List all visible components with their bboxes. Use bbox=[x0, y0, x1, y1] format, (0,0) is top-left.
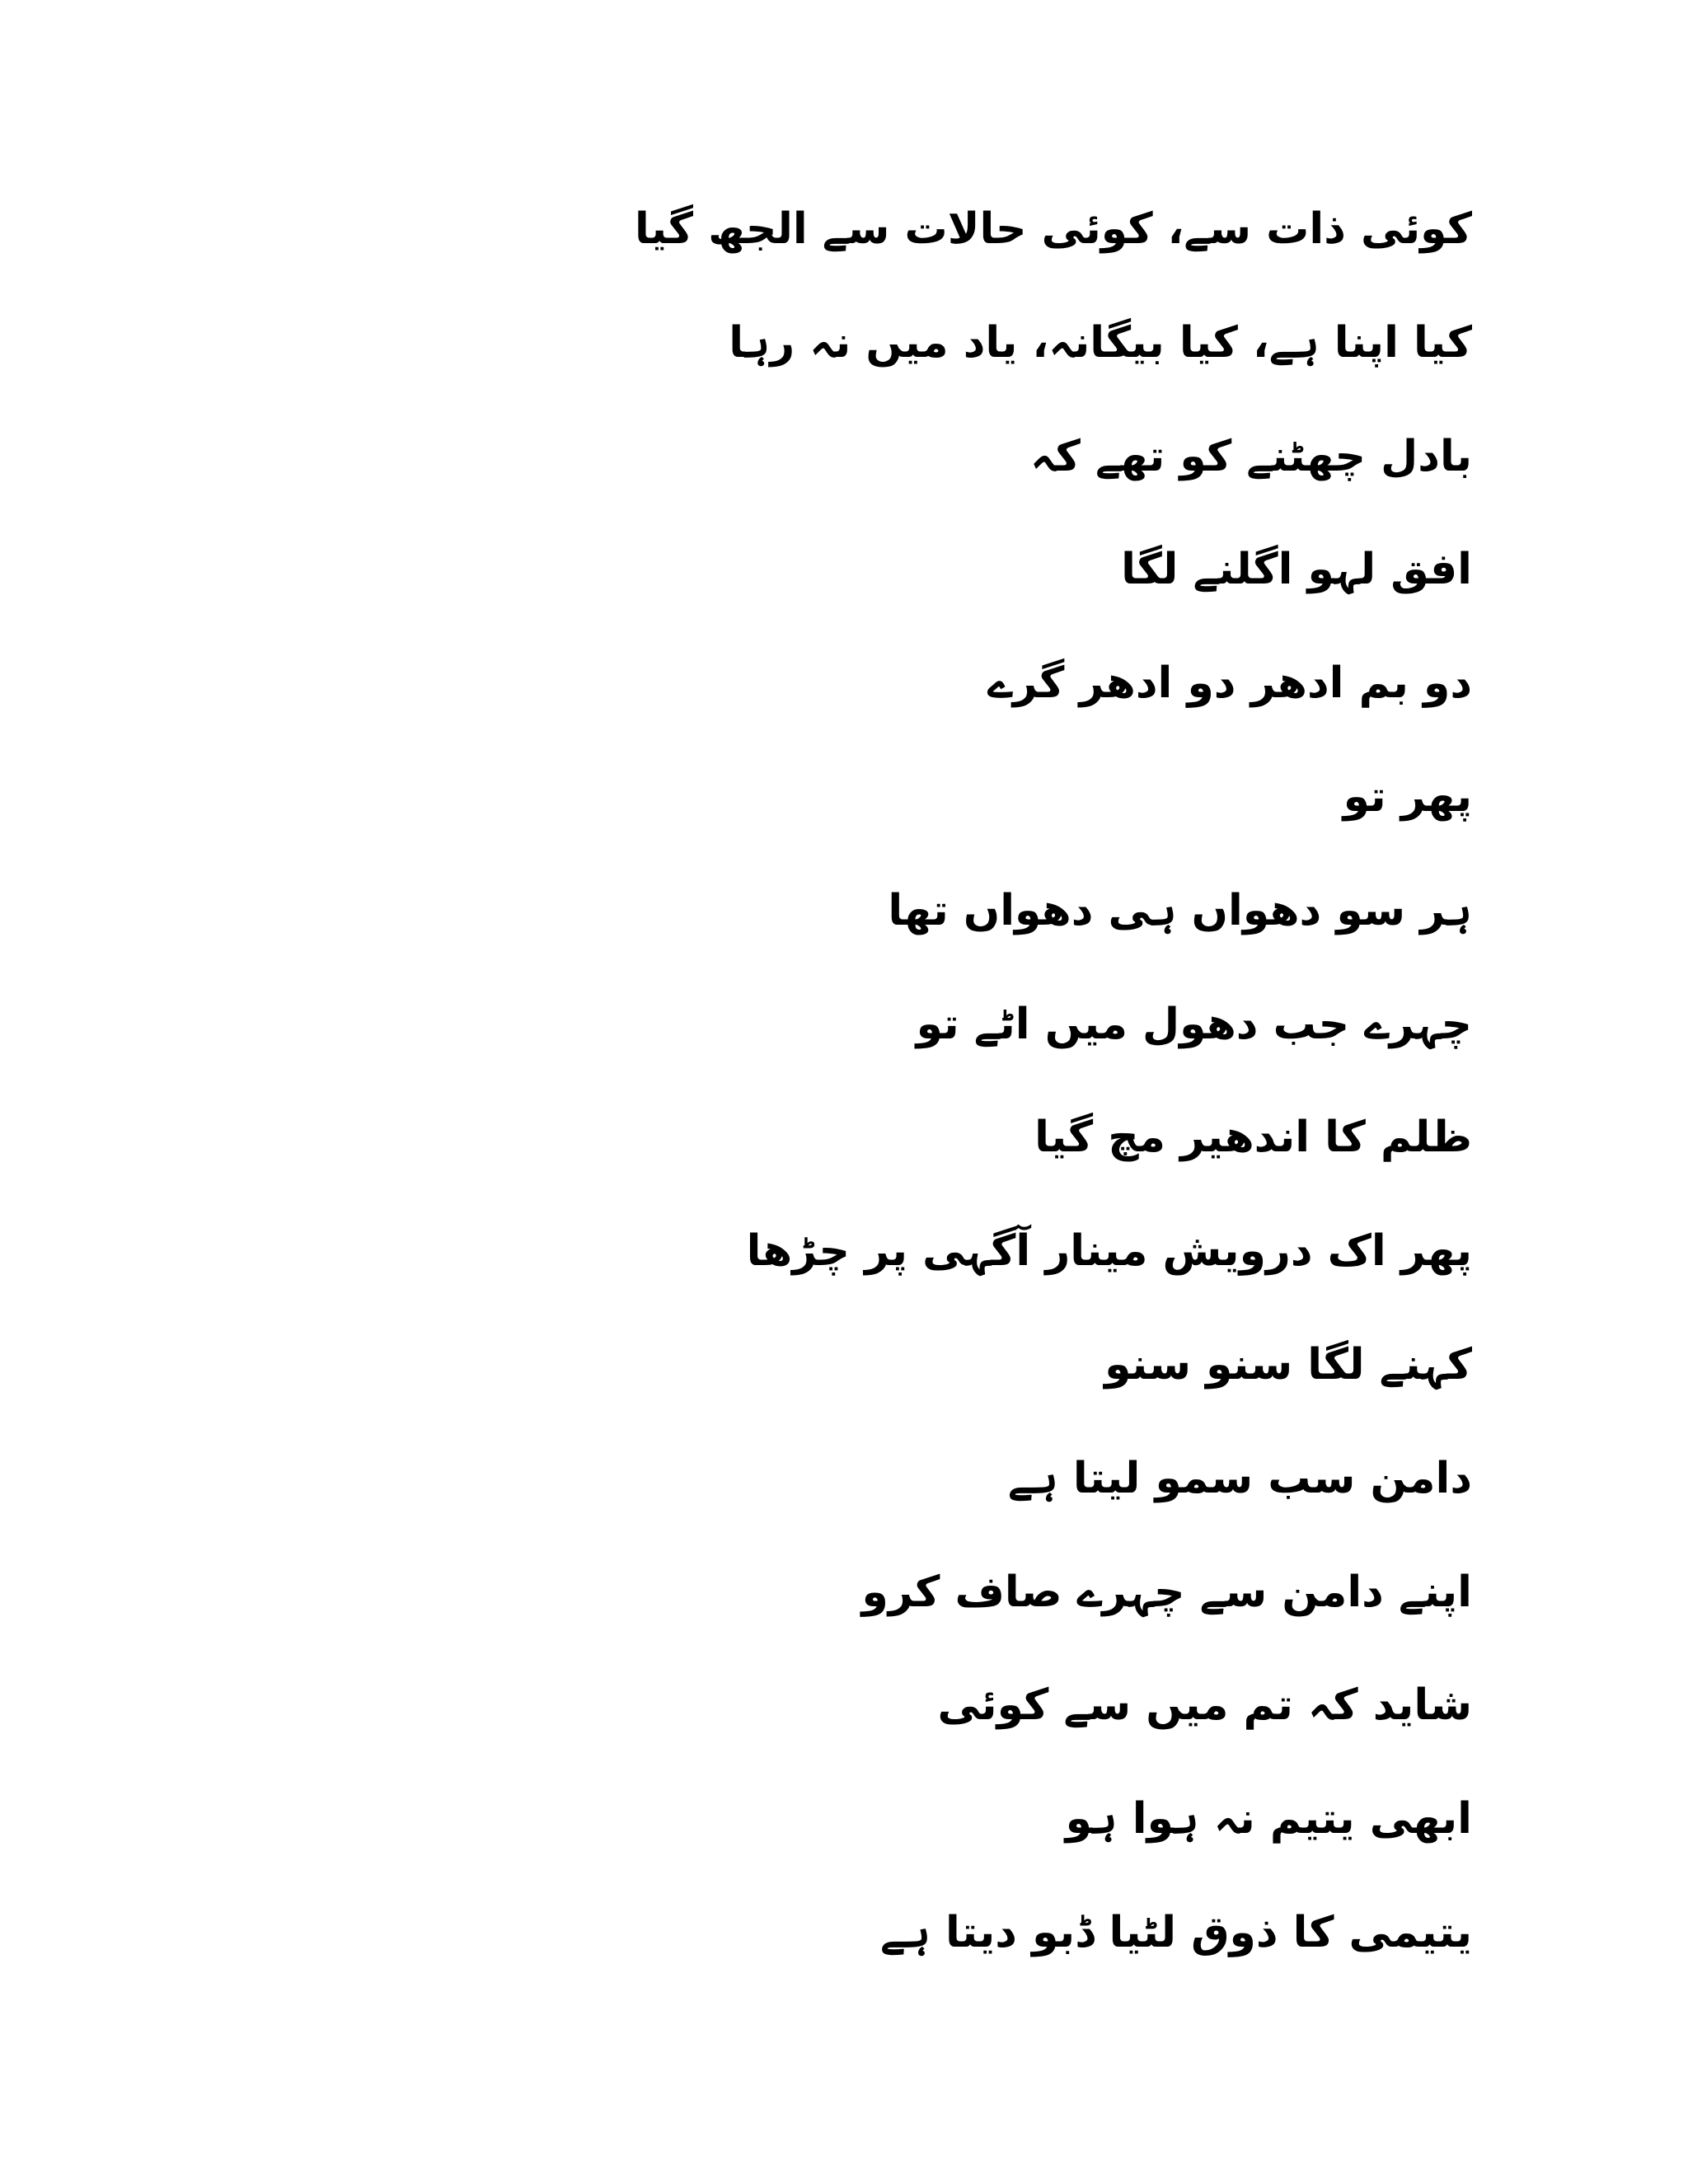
poem-line-14: شاید کہ تم میں سے کوئی bbox=[937, 1680, 1472, 1731]
poem-line-12: دامن سب سمو لیتا ہے bbox=[1007, 1453, 1472, 1503]
poem-line-7: ہر سو دھواں ہی دھواں تھا bbox=[888, 885, 1472, 935]
poem-line-2: کیا اپنا ہے، کیا بیگانہ، یاد میں نہ رہا bbox=[729, 317, 1472, 368]
poem-line-3: بادل چھٹنے کو تھے کہ bbox=[1030, 431, 1472, 481]
poem-line-10: پھر اک درویش مینار آگہی پر چڑھا bbox=[746, 1226, 1472, 1277]
poem-line-13: اپنے دامن سے چہرے صاف کرو bbox=[861, 1567, 1472, 1617]
poem-line-1: کوئی ذات سے، کوئی حالات سے الجھ گیا bbox=[635, 204, 1472, 254]
poem-line-4: افق لہو اگلنے لگا bbox=[1121, 545, 1472, 595]
urdu-poem bbox=[401, 183, 1472, 2000]
poem-line-16: یتیمی کا ذوق لٹیا ڈبو دیتا ہے bbox=[879, 1907, 1472, 1957]
poem-line-11: کہنے لگا سنو سنو bbox=[1104, 1339, 1472, 1390]
poem-line-15: ابھی یتیم نہ ہوا ہو bbox=[1065, 1794, 1472, 1844]
poem-line-9: ظلم کا اندھیر مچ گیا bbox=[1034, 1113, 1472, 1163]
poem-line-6: پھر تو bbox=[1343, 771, 1472, 822]
poem-line-5: دو بم ادھر دو ادھر گرے bbox=[987, 658, 1472, 709]
poem-line-8: چہرے جب دھول میں اٹے تو bbox=[916, 999, 1472, 1049]
